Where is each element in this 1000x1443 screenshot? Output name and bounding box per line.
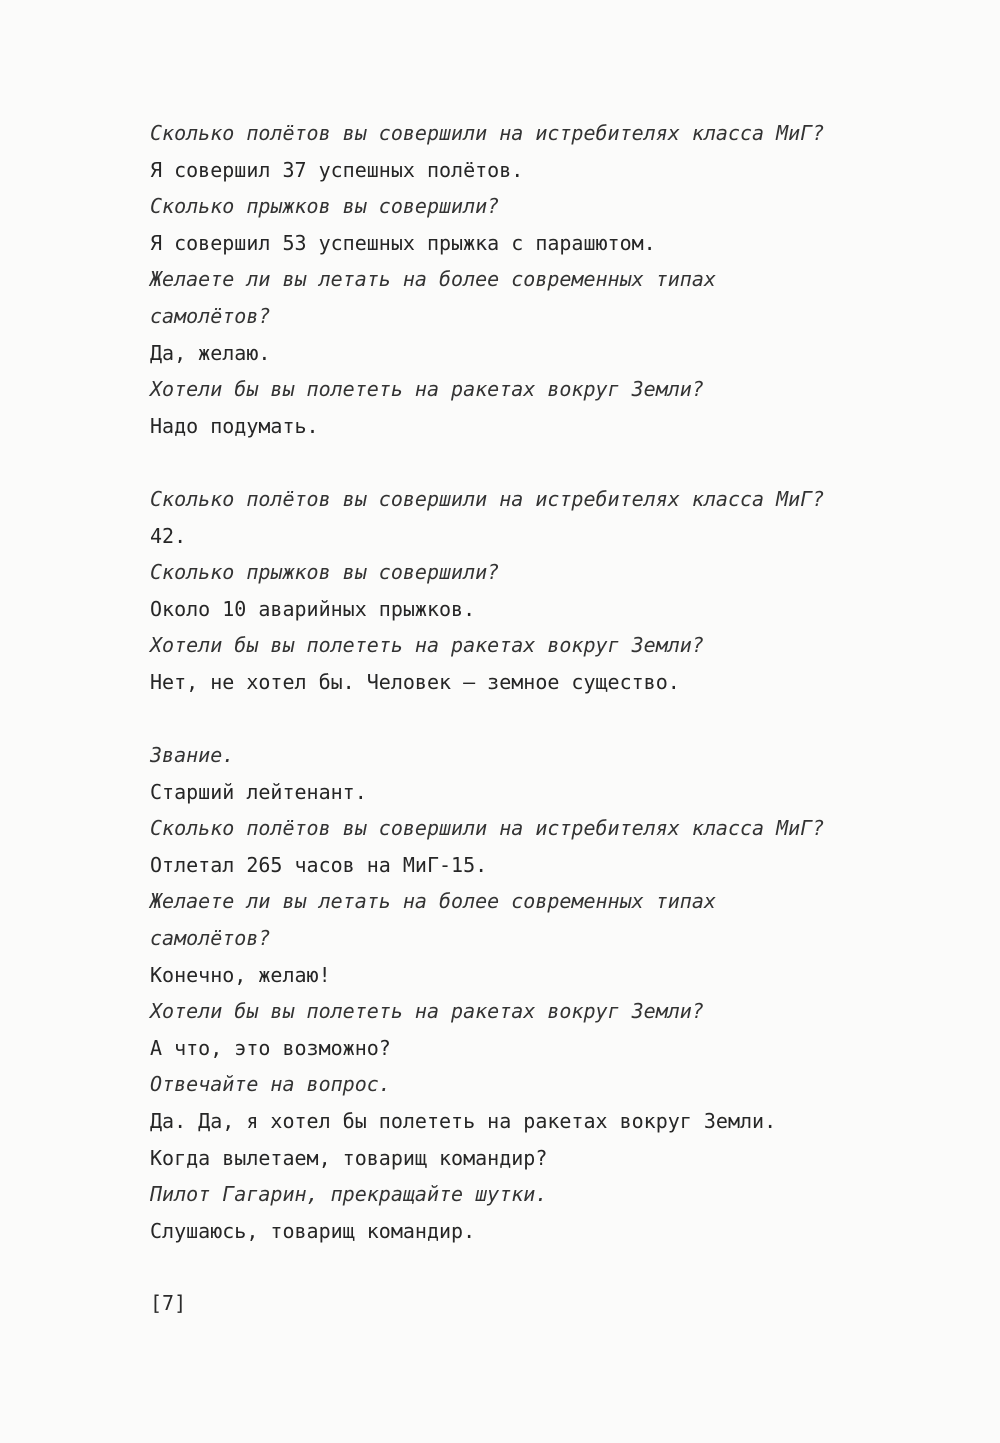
question-line: Сколько прыжков вы совершили? [150, 194, 500, 219]
question-line: Звание. [150, 743, 235, 768]
question-line: Желаете ли вы летать на более современных типах [150, 889, 716, 914]
section-spacer [150, 444, 950, 481]
question-line: Сколько прыжков вы совершили? [150, 560, 500, 585]
answer-line: 42. [150, 523, 187, 548]
interview-section-1 [150, 115, 950, 444]
question-line: Сколько полётов вы совершили на истребителях класса МиГ? [150, 121, 825, 145]
interview-text [150, 115, 950, 1249]
answer-line: Около 10 аварийных прыжков. [150, 596, 476, 621]
answer-line: Когда вылетаем, товарищ командир? [150, 1145, 548, 1170]
question-line: Хотели бы вы полететь на ракетах вокруг Земли? [150, 999, 704, 1024]
answer-line: А что, это возможно? [150, 1035, 391, 1060]
question-line: самолётов? [150, 303, 271, 328]
question-line: Сколько полётов вы совершили на истребителях класса МиГ? [150, 486, 825, 511]
answer-line: Надо подумать. [150, 413, 319, 438]
question-line: Отвечайте на вопрос. [150, 1072, 391, 1097]
answer-line: Нет, не хотел бы. Человек – земное существо. [150, 669, 680, 694]
answer-line: Да, желаю. [150, 340, 271, 365]
question-line: Желаете ли вы летать на более современных типах [150, 267, 716, 292]
question-line: Пилот Гагарин, прекращайте шутки. [150, 1182, 548, 1207]
answer-line: Я совершил 37 успешных полётов. [150, 157, 524, 182]
question-line: Хотели бы вы полететь на ракетах вокруг Земли? [150, 633, 704, 658]
answer-line: Да. Да, я хотел бы полететь на ракетах вокруг Земли. [150, 1109, 777, 1134]
answer-line: Конечно, желаю! [150, 962, 331, 987]
interview-section-3 [150, 737, 950, 1249]
section-spacer [150, 701, 950, 738]
question-line: Сколько полётов вы совершили на истребителях класса МиГ? [150, 816, 825, 841]
page-number: [7] [150, 1291, 187, 1315]
question-line: Хотели бы вы полететь на ракетах вокруг Земли? [150, 377, 704, 402]
answer-line: Я совершил 53 успешных прыжка с парашютом. [150, 230, 656, 255]
answer-line: Отлетал 265 часов на МиГ-15. [150, 852, 488, 877]
answer-line: Слушаюсь, товарищ командир. [150, 1218, 476, 1243]
interview-section-2 [150, 481, 950, 701]
question-line: самолётов? [150, 926, 271, 951]
answer-line: Старший лейтенант. [150, 779, 367, 804]
